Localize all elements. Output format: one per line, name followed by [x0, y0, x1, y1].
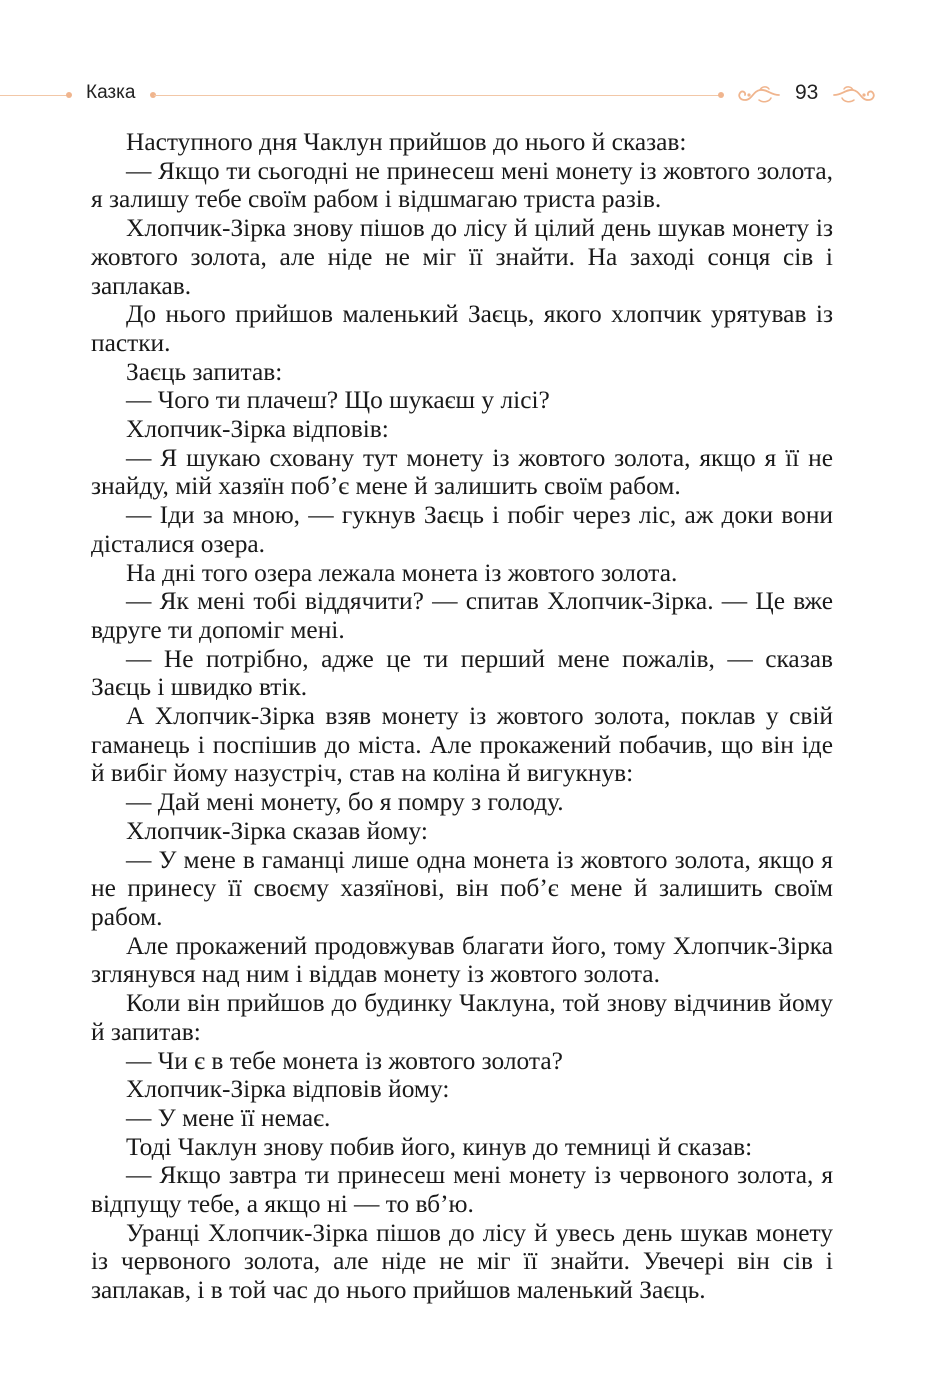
paragraph: — Якщо ти сьогодні не принесеш мені монету із жовтого золота, я залишу тебе своїм рабом і відшмагаю триста разів.	[91, 156, 833, 214]
paragraph: — Не потрібно, адже це ти перший мене пожалів, — сказав Заєць і швидко втік.	[91, 644, 833, 702]
paragraph: На дні того озера лежала монета із жовтого золота.	[126, 558, 678, 587]
paragraph: — У мене в гаманці лише одна монета із жовтого золота, якщо я не принесу її своєму хазяїнові, він поб’є мене й залишить своїм рабом.	[91, 845, 833, 931]
swirl-ornament-icon	[735, 83, 781, 107]
paragraph: — Іди за мною, — гукнув Заєць і побіг через ліс, аж доки вони дісталися озера.	[91, 501, 833, 558]
section-title: Казка	[86, 82, 136, 103]
running-header	[0, 78, 952, 114]
header-dot	[66, 92, 72, 98]
header-dot	[718, 92, 724, 98]
header-rule-left	[0, 95, 70, 96]
paragraph: А Хлопчик-Зірка взяв монету із жовтого золота, поклав у свій гаманець і поспішив до міста. Але прокажений побачив, що він іде й вибіг йому назустріч, став на коліна й вигукнув:	[91, 702, 833, 788]
paragraph: Уранці Хлопчик-Зірка пішов до лісу й увесь день шукав монету із червоного золота, але ніде не міг її знайти. Увечері він сів і заплакав, і в той час до нього прийшов маленький Заєць.	[91, 1218, 833, 1305]
story-text	[91, 128, 833, 1305]
paragraph: — Дай мені монету, бо я помру з голоду.	[126, 788, 564, 817]
paragraph: — Я шукаю сховану тут монету із жовтого золота, якщо я її не знайду, мій хазяїн поб’є мене й залишить своїм рабом.	[91, 443, 833, 501]
paragraph: Хлопчик-Зірка сказав йому:	[126, 816, 428, 845]
paragraph: Коли він прийшов до будинку Чаклуна, той знову відчинив йому й запитав:	[91, 989, 833, 1046]
paragraph: — Чи є в тебе монета із жовтого золота?	[126, 1046, 563, 1075]
paragraph: Тоді Чаклун знову побив його, кинув до темниці й сказав:	[126, 1132, 753, 1161]
paragraph: — Чого ти плачеш? Що шукаєш у лісі?	[126, 386, 550, 415]
paragraph: — Як мені тобі віддячити? — спитав Хлопчик-Зірка. — Це вже вдруге ти допоміг мені.	[91, 587, 833, 644]
paragraph: Хлопчик-Зірка відповів йому:	[126, 1075, 450, 1104]
page-number: 93	[795, 81, 819, 104]
header-rule-right	[154, 95, 722, 96]
paragraph: Наступного дня Чаклун прийшов до нього й сказав:	[126, 128, 687, 156]
paragraph: — У мене її немає.	[126, 1103, 331, 1132]
paragraph: До нього прийшов маленький Заєць, якого хлопчик урятував із пастки.	[91, 300, 833, 357]
paragraph: Хлопчик-Зірка відповів:	[126, 415, 389, 444]
paragraph: Хлопчик-Зірка знову пішов до лісу й цілий день шукав монету із жовтого золота, але ніде не міг її знайти. На заході сонця сів і заплакав.	[91, 214, 833, 300]
paragraph: Але прокажений продовжував благати його, тому Хлопчик-Зірка зглянувся над ним і віддав монету із жовтого золота.	[91, 931, 833, 989]
paragraph: Заєць запитав:	[126, 357, 283, 386]
paragraph: — Якщо завтра ти принесеш мені монету із червоного золота, я відпущу тебе, а якщо ні — то вб’ю.	[91, 1161, 833, 1219]
swirl-ornament-icon	[832, 83, 878, 107]
